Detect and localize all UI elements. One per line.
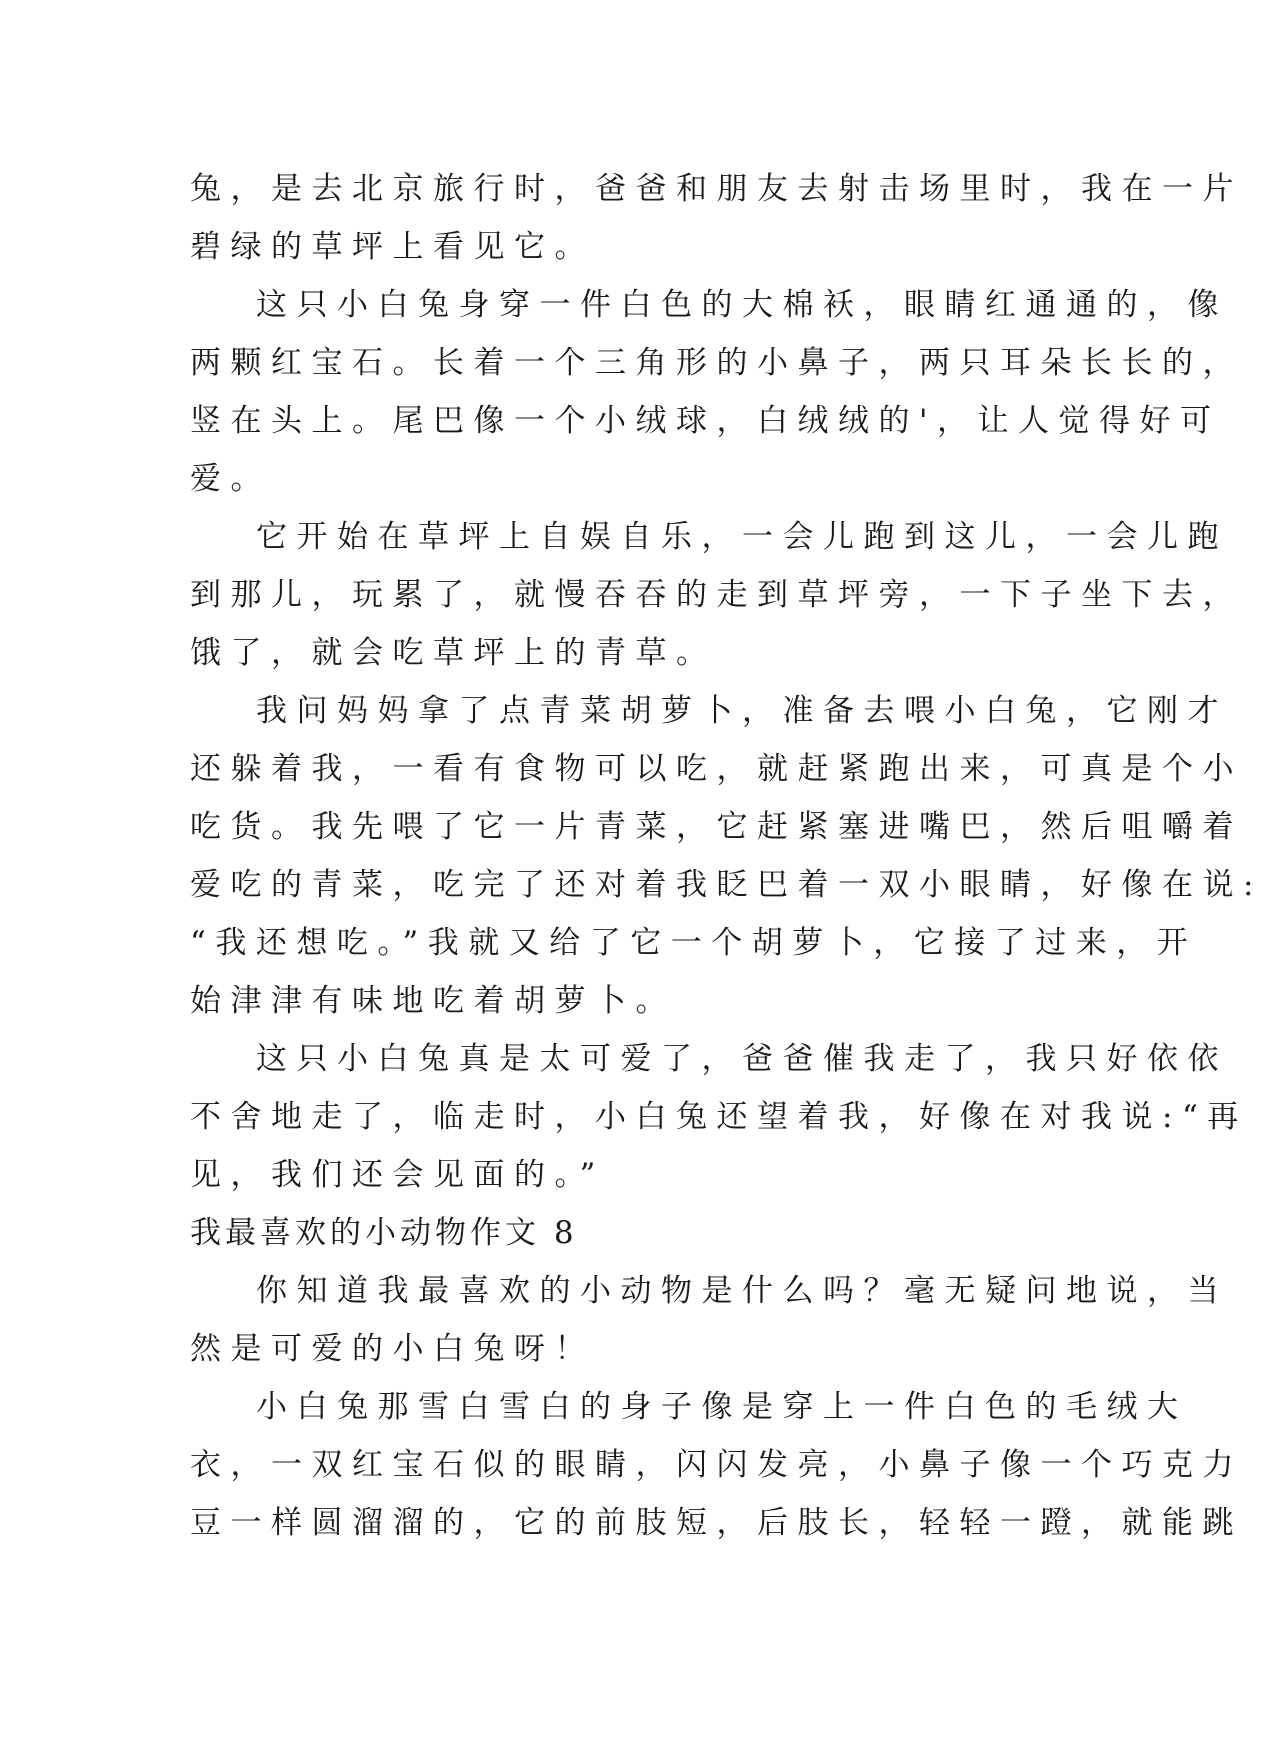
text-line: 两颗红宝石。长着一个三角形的小鼻子，两只耳朵长长的， — [190, 345, 1243, 381]
text-line: 不舍地走了，临走时，小白兔还望着我，好像在对我说:“再 — [190, 1099, 1248, 1135]
text-line: 兔，是去北京旅行时，爸爸和朋友去射击场里时，我在一片 — [190, 171, 1243, 207]
text-line: 爱吃的青菜，吃完了还对着我眨巴着一双小眼睛，好像在说: — [190, 867, 1263, 903]
text-line: 小白兔那雪白雪白的身子像是穿上一件白色的毛绒大 — [256, 1389, 1188, 1425]
text-line: 这只小白兔身穿一件白色的大棉袄，眼睛红通通的，像 — [256, 287, 1228, 323]
text-line: 然是可爱的小白兔呀！ — [190, 1331, 595, 1367]
text-line: 这只小白兔真是太可爱了，爸爸催我走了，我只好依依 — [256, 1041, 1228, 1077]
text-line: 爱。 — [190, 461, 271, 497]
document-page — [190, 160, 1263, 1552]
text-line: 吃货。我先喂了它一片青菜，它赶紧塞进嘴巴，然后咀嚼着 — [190, 809, 1243, 845]
text-line: 衣，一双红宝石似的眼睛，闪闪发亮，小鼻子像一个巧克力 — [190, 1447, 1243, 1483]
text-line: 竖在头上。尾巴像一个小绒球，白绒绒的'，让人觉得好可 — [190, 403, 1221, 439]
text-line: 见，我们还会见面的。” — [190, 1157, 605, 1193]
text-line: 始津津有味地吃着胡萝卜。 — [190, 983, 676, 1019]
text-line: “我还想吃。”我就又给了它一个胡萝卜，它接了过来，开 — [190, 925, 1198, 961]
text-line: 到那儿，玩累了，就慢吞吞的走到草坪旁，一下子坐下去， — [190, 577, 1243, 613]
text-line: 它开始在草坪上自娱自乐，一会儿跑到这儿，一会儿跑 — [256, 519, 1228, 555]
section-heading: 我最喜欢的小动物作文 8 — [190, 1215, 578, 1251]
text-line: 饿了，就会吃草坪上的青草。 — [190, 635, 717, 671]
text-line: 碧绿的草坪上看见它。 — [190, 229, 595, 265]
text-line: 还躲着我，一看有食物可以吃，就赶紧跑出来，可真是个小 — [190, 751, 1243, 787]
text-line: 我问妈妈拿了点青菜胡萝卜，准备去喂小白兔，它刚才 — [256, 693, 1228, 729]
text-line: 豆一样圆溜溜的，它的前肢短，后肢长，轻轻一蹬，就能跳 — [190, 1505, 1243, 1541]
text-line: 你知道我最喜欢的小动物是什么吗？毫无疑问地说，当 — [256, 1273, 1228, 1309]
